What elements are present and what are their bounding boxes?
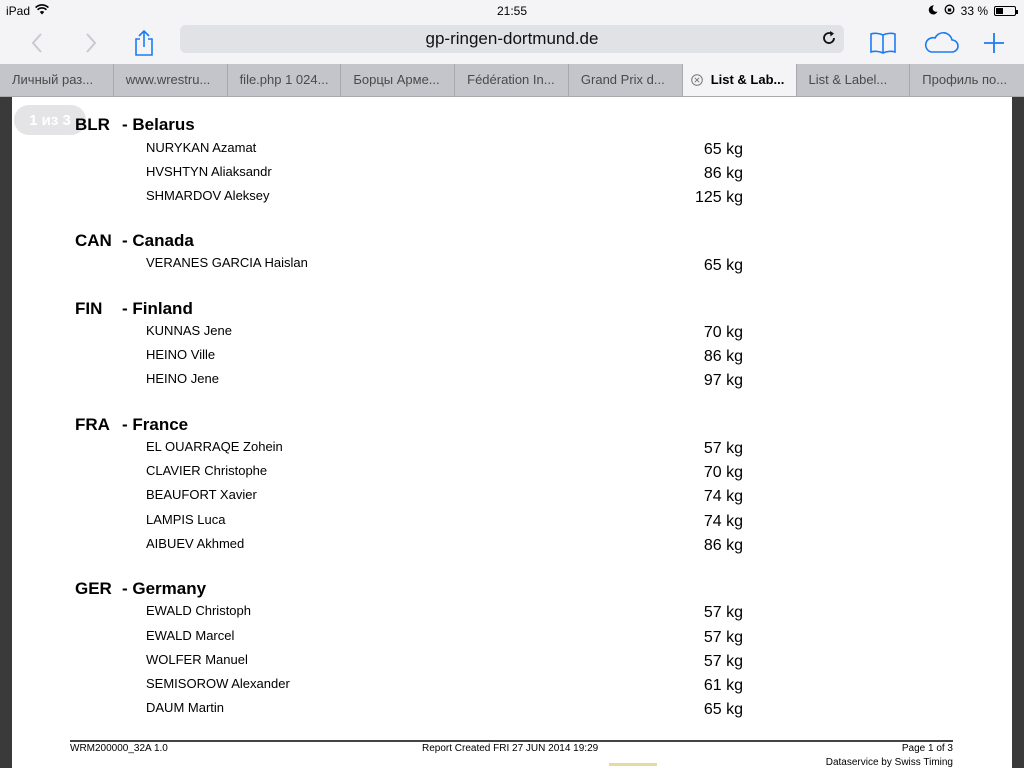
tab-label: Борцы Арме...: [353, 72, 440, 87]
athlete-name: KUNNAS Jene: [146, 323, 232, 338]
tab[interactable]: [455, 64, 569, 96]
tab-label: Личный раз...: [12, 72, 94, 87]
report-created: Report Created FRI 27 JUN 2014 19:29: [422, 743, 599, 754]
country-code: BLR: [75, 115, 110, 134]
url-text: gp-ringen-dortmund.de: [425, 29, 599, 48]
athlete-weight: 57 kg: [703, 653, 743, 670]
athlete-name: AIBUEV Akhmed: [146, 536, 245, 551]
athlete-weight: 65 kg: [703, 257, 743, 274]
pdf-viewer[interactable]: [0, 97, 1024, 768]
device-label: iPad: [6, 4, 31, 18]
athlete-weight: 57 kg: [703, 440, 743, 457]
address-bar[interactable]: [180, 25, 844, 53]
share-button[interactable]: [131, 26, 157, 60]
country-name: - Finland: [122, 299, 193, 318]
page-indicator: 1 из 3: [14, 105, 86, 135]
country-name: - Germany: [122, 579, 207, 598]
athlete-weight: 57 kg: [703, 629, 743, 646]
athlete-weight: 57 kg: [703, 604, 743, 621]
tab-active[interactable]: [683, 64, 797, 96]
report-id: WRM200000_32A 1.0: [70, 743, 168, 754]
status-bar: [0, 0, 1024, 22]
battery-icon: [994, 6, 1016, 16]
pdf-page: [12, 97, 1012, 768]
tab-label: Grand Prix d...: [580, 72, 665, 87]
forward-button[interactable]: [80, 26, 102, 60]
tab-label: www.wrestru...: [125, 72, 211, 87]
athlete-name: LAMPIS Luca: [146, 512, 226, 527]
reload-icon[interactable]: [820, 29, 838, 52]
athlete-name: VERANES GARCIA Haislan: [146, 255, 308, 270]
athlete-weight: 86 kg: [703, 165, 743, 182]
athlete-weight: 86 kg: [703, 537, 743, 554]
tab-label: Профиль по...: [922, 72, 1008, 87]
country-code: FRA: [75, 415, 110, 434]
country-code: GER: [75, 579, 112, 598]
athlete-weight: 61 kg: [703, 677, 743, 694]
data-service-credit: Dataservice by Swiss Timing: [825, 757, 953, 768]
country-header: [75, 415, 188, 435]
footer-divider: [70, 740, 953, 742]
athlete-weight: 97 kg: [703, 372, 743, 389]
athlete-name: HVSHTYN Aliaksandr: [146, 164, 272, 179]
athlete-name: SHMARDOV Aleksey: [146, 188, 270, 203]
athlete-weight: 74 kg: [703, 488, 743, 505]
tab[interactable]: [114, 64, 228, 96]
country-code: FIN: [75, 299, 103, 318]
athlete-name: EWALD Christoph: [146, 603, 251, 618]
tab-label: List & Label...: [808, 72, 888, 87]
icloud-tabs-button[interactable]: [920, 26, 962, 60]
battery-label: 33 %: [960, 4, 988, 18]
country-name: - Belarus: [122, 115, 195, 134]
tab[interactable]: [910, 64, 1024, 96]
country-header: [75, 231, 194, 251]
tab[interactable]: [797, 64, 911, 96]
athlete-weight: 125 kg: [694, 189, 743, 206]
athlete-weight: 86 kg: [703, 348, 743, 365]
athlete-name: WOLFER Manuel: [146, 652, 248, 667]
tab-label: file.php 1 024...: [239, 72, 329, 87]
tab[interactable]: [228, 64, 342, 96]
athlete-name: EWALD Marcel: [146, 628, 235, 643]
close-tab-icon[interactable]: [691, 74, 703, 89]
country-header: [75, 579, 206, 599]
athlete-weight: 70 kg: [703, 464, 743, 481]
new-tab-button[interactable]: [981, 26, 1007, 60]
athlete-name: NURYKAN Azamat: [146, 140, 257, 155]
rotation-lock-icon: [944, 4, 955, 18]
athlete-weight: 70 kg: [703, 324, 743, 341]
country-code: CAN: [75, 231, 112, 250]
country-header: [75, 115, 195, 135]
athlete-name: DAUM Martin: [146, 700, 225, 715]
tab-label: List & Lab...: [710, 72, 785, 87]
tab[interactable]: [341, 64, 455, 96]
athlete-weight: 65 kg: [703, 141, 743, 158]
athlete-name: HEINO Jene: [146, 371, 219, 386]
bookmarks-button[interactable]: [868, 26, 898, 60]
country-name: - France: [122, 415, 189, 434]
moon-icon: [928, 4, 938, 18]
tab-strip: [0, 64, 1024, 97]
athlete-name: EL OUARRAQE Zohein: [146, 439, 283, 454]
country-name: - Canada: [122, 231, 194, 250]
athlete-name: CLAVIER Christophe: [146, 463, 268, 478]
athlete-weight: 65 kg: [703, 701, 743, 718]
country-header: [75, 299, 193, 319]
tab[interactable]: [0, 64, 114, 96]
tab-label: Fédération In...: [467, 72, 555, 87]
page-number: Page 1 of 3: [901, 743, 953, 754]
athlete-name: SEMISOROW Alexander: [146, 676, 290, 691]
footer-logo-fragment: [609, 763, 657, 766]
clock: 21:55: [496, 4, 528, 18]
tab[interactable]: [569, 64, 683, 96]
browser-toolbar: [0, 22, 1024, 64]
athlete-weight: 74 kg: [703, 513, 743, 530]
back-button[interactable]: [26, 26, 48, 60]
athlete-name: HEINO Ville: [146, 347, 216, 362]
athlete-name: BEAUFORT Xavier: [146, 487, 257, 502]
